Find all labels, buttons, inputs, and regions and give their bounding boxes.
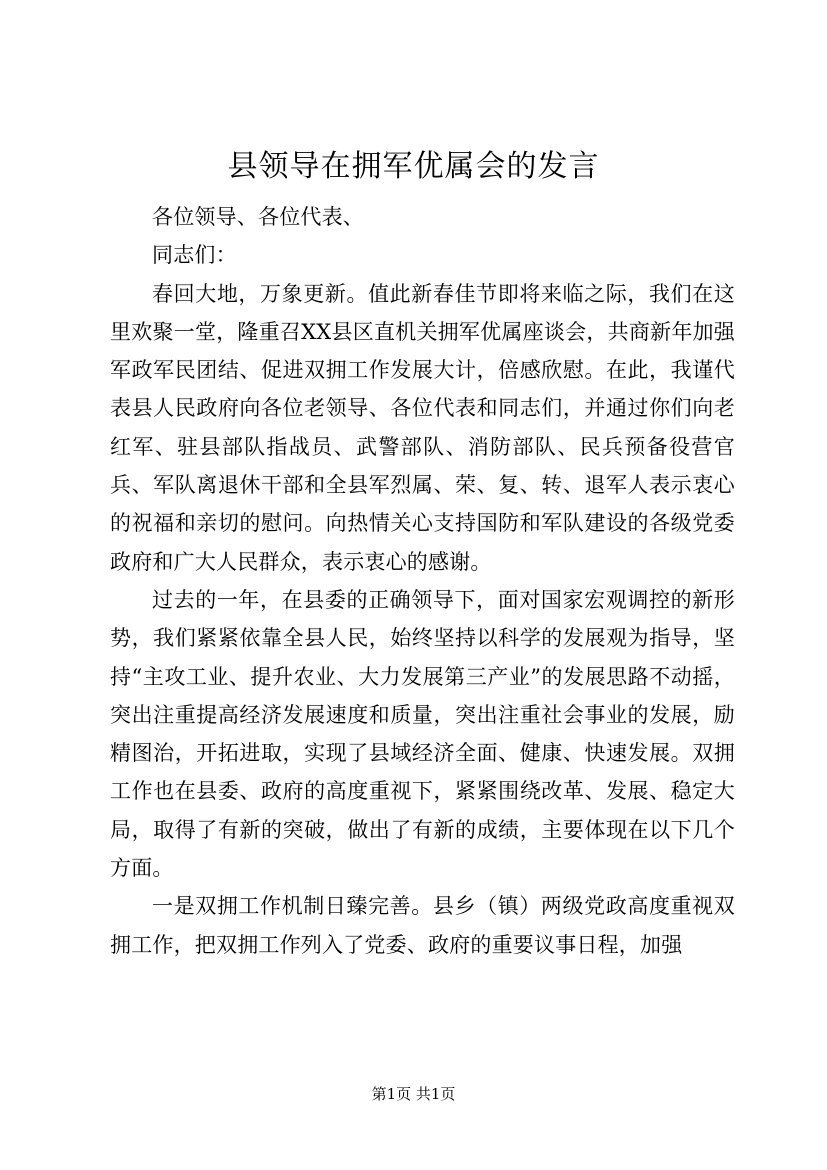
body-paragraph-3: 一是双拥工作机制日臻完善。县乡（镇）两级党政高度重视双拥工作，把双拥工作列入了党委、政府的重要议事日程，加强 (110, 894, 735, 957)
document-body (110, 198, 735, 964)
body-paragraph-1: 春回大地，万象更新。值此新春佳节即将来临之际，我们在这里欢聚一堂，隆重召XX县区直机关拥军优属座谈会，共商新年加强军政军民团结、促进双拥工作发展大计，倍感欣慰。在此，我谨代表县人民政府向各位老领导、各位代表和同志们，并通过你们向老红军、驻县部队指战员、武警部队、消防部队、民兵预备役营官兵、军队离退休干部和全县军烈属、荣、复、转、退军人表示衷心的祝福和亲切的慰问。向热情关心支持国防和军队建设的各级党委政府和广大人民群众，表示衷心的感谢。 (110, 281, 735, 574)
salutation-line-2: 同志们： (152, 243, 237, 268)
body-paragraph-2: 过去的一年，在县委的正确领导下，面对国家宏观调控的新形势，我们紧紧依靠全县人民，始终坚持以科学的发展观为指导，坚持“主攻工业、提升农业、大力发展第三产业”的发展思路不动摇，突出注重提高经济发展速度和质量，突出注重社会事业的发展，励精图治，开拓进取，实现了县域经济全面、健康、快速发展。双拥工作也在县委、政府的高度重视下，紧紧围绕改革、发展、稳定大局，取得了有新的突破，做出了有新的成绩，主要体现在以下几个方面。 (110, 587, 735, 881)
document-title: 县领导在拥军优属会的发言 (227, 149, 600, 184)
page-footer: 第1页 共1页 (371, 1085, 456, 1103)
salutation-line-1: 各位领导、各位代表、 (152, 205, 364, 229)
